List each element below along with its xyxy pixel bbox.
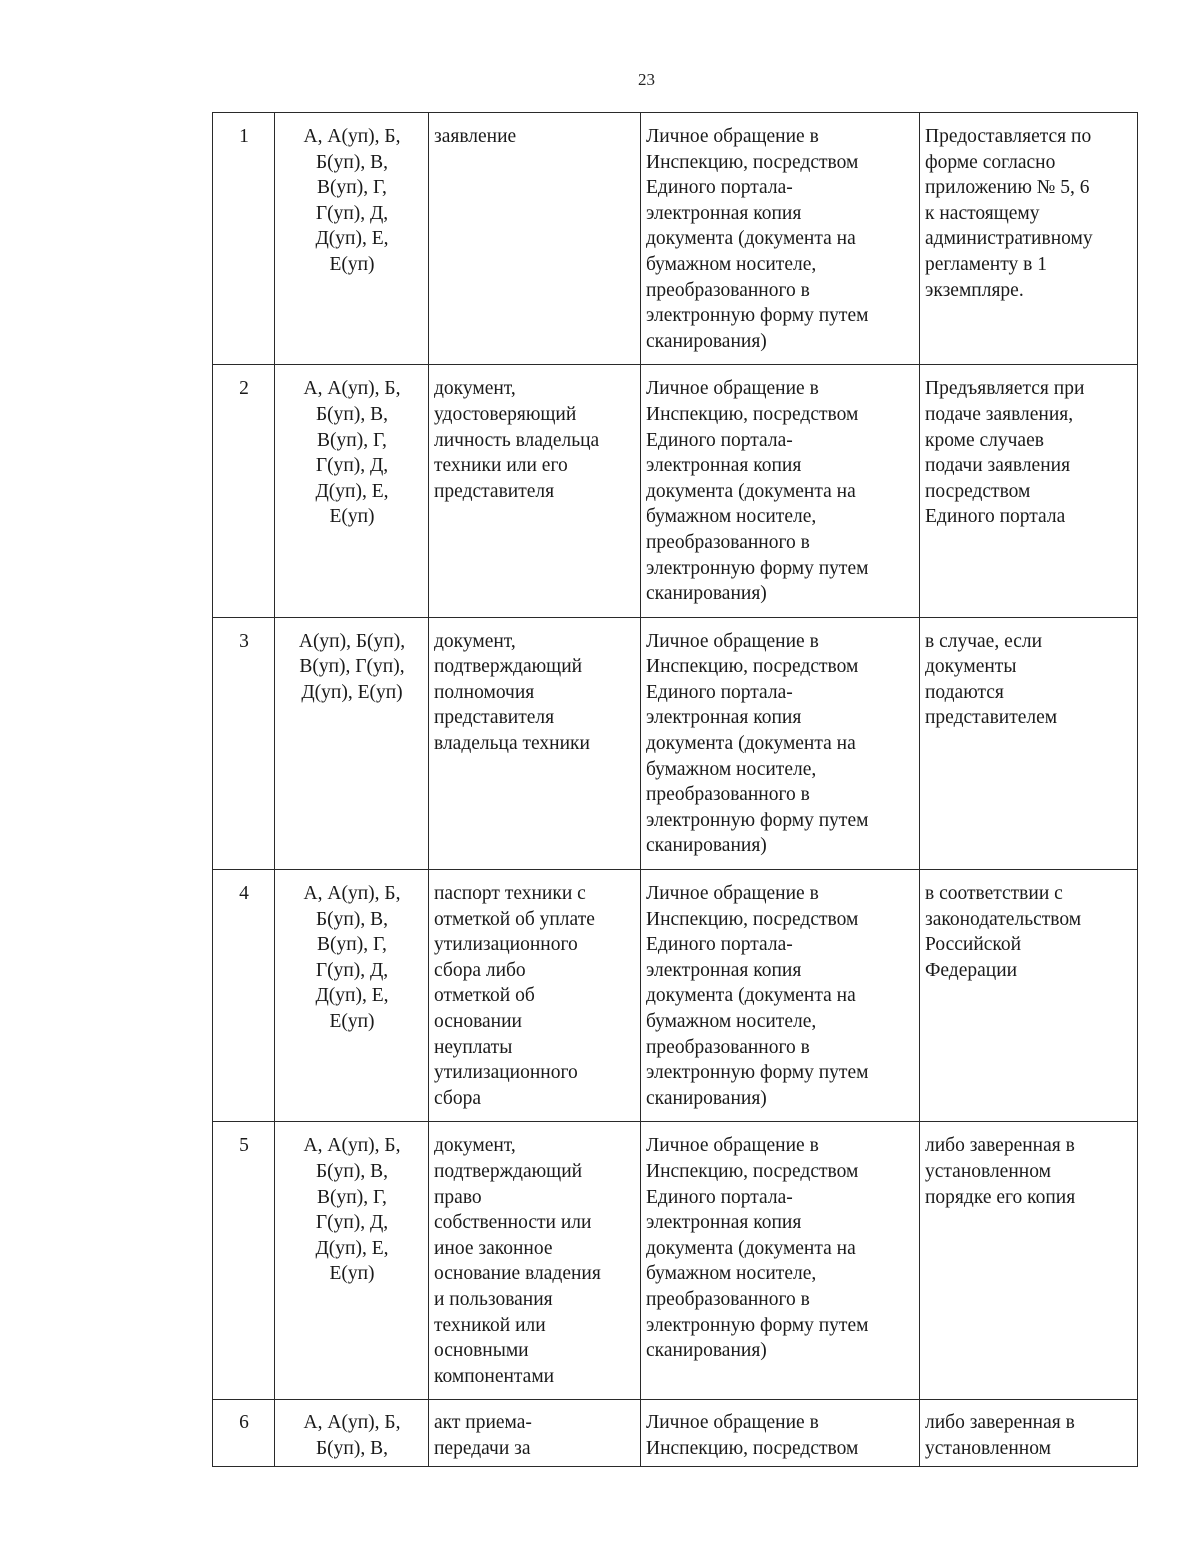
submission-method-cell: Личное обращение в Инспекцию, посредством Единого портала- электронная копия документа (документа на бумажном носителе, преобразованного в электронную форму путем сканирования) — [641, 1122, 920, 1400]
row-number-cell: 2 — [213, 365, 275, 617]
document-name-cell: документ, подтверждающий полномочия представителя владельца техники — [429, 617, 641, 869]
note-cell: Предоставляется по форме согласно приложению № 5, 6 к настоящему административному регламенту в 1 экземпляре. — [920, 113, 1138, 365]
table-row — [213, 365, 1138, 617]
note-cell: Предъявляется при подаче заявления, кроме случаев подачи заявления посредством Единого портала — [920, 365, 1138, 617]
categories-cell: А, А(уп), Б, Б(уп), В, В(уп), Г, Г(уп), Д, Д(уп), Е, Е(уп) — [275, 113, 429, 365]
document-name-cell: паспорт техники с отметкой об уплате утилизационного сбора либо отметкой об основании неуплаты утилизационного сбора — [429, 870, 641, 1122]
row-number-cell: 6 — [213, 1400, 275, 1466]
document-name-cell: акт приема- передачи за — [429, 1400, 641, 1466]
categories-cell: А, А(уп), Б, Б(уп), В, В(уп), Г, Г(уп), Д, Д(уп), Е, Е(уп) — [275, 365, 429, 617]
categories-cell: А(уп), Б(уп), В(уп), Г(уп), Д(уп), Е(уп) — [275, 617, 429, 869]
row-number-cell: 4 — [213, 870, 275, 1122]
note-cell: либо заверенная в установленном — [920, 1400, 1138, 1466]
note-cell: в случае, если документы подаются представителем — [920, 617, 1138, 869]
page-number: 23 — [638, 70, 655, 89]
submission-method-cell: Личное обращение в Инспекцию, посредством Единого портала- электронная копия документа (документа на бумажном носителе, преобразованного в электронную форму путем сканирования) — [641, 870, 920, 1122]
categories-cell: А, А(уп), Б, Б(уп), В, В(уп), Г, Г(уп), Д, Д(уп), Е, Е(уп) — [275, 1122, 429, 1400]
row-number-cell: 1 — [213, 113, 275, 365]
categories-cell: А, А(уп), Б, Б(уп), В, — [275, 1400, 429, 1466]
row-number-cell: 3 — [213, 617, 275, 869]
submission-method-cell: Личное обращение в Инспекцию, посредством Единого портала- электронная копия документа (документа на бумажном носителе, преобразованного в электронную форму путем сканирования) — [641, 113, 920, 365]
table-row — [213, 870, 1138, 1122]
submission-method-cell: Личное обращение в Инспекцию, посредством Единого портала- электронная копия документа (документа на бумажном носителе, преобразованного в электронную форму путем сканирования) — [641, 365, 920, 617]
note-cell: либо заверенная в установленном порядке его копия — [920, 1122, 1138, 1400]
submission-method-cell: Личное обращение в Инспекцию, посредством — [641, 1400, 920, 1466]
documents-table — [212, 112, 1138, 1467]
document-name-cell: документ, удостоверяющий личность владельца техники или его представителя — [429, 365, 641, 617]
table-row — [213, 1122, 1138, 1400]
table-row — [213, 617, 1138, 869]
note-cell: в соответствии с законодательством Российской Федерации — [920, 870, 1138, 1122]
table-row — [213, 113, 1138, 365]
row-number-cell: 5 — [213, 1122, 275, 1400]
document-name-cell: документ, подтверждающий право собственности или иное законное основание владения и пользования техникой или основными компонентами — [429, 1122, 641, 1400]
submission-method-cell: Личное обращение в Инспекцию, посредством Единого портала- электронная копия документа (документа на бумажном носителе, преобразованного в электронную форму путем сканирования) — [641, 617, 920, 869]
table-row — [213, 1400, 1138, 1466]
document-name-cell: заявление — [429, 113, 641, 365]
categories-cell: А, А(уп), Б, Б(уп), В, В(уп), Г, Г(уп), Д, Д(уп), Е, Е(уп) — [275, 870, 429, 1122]
